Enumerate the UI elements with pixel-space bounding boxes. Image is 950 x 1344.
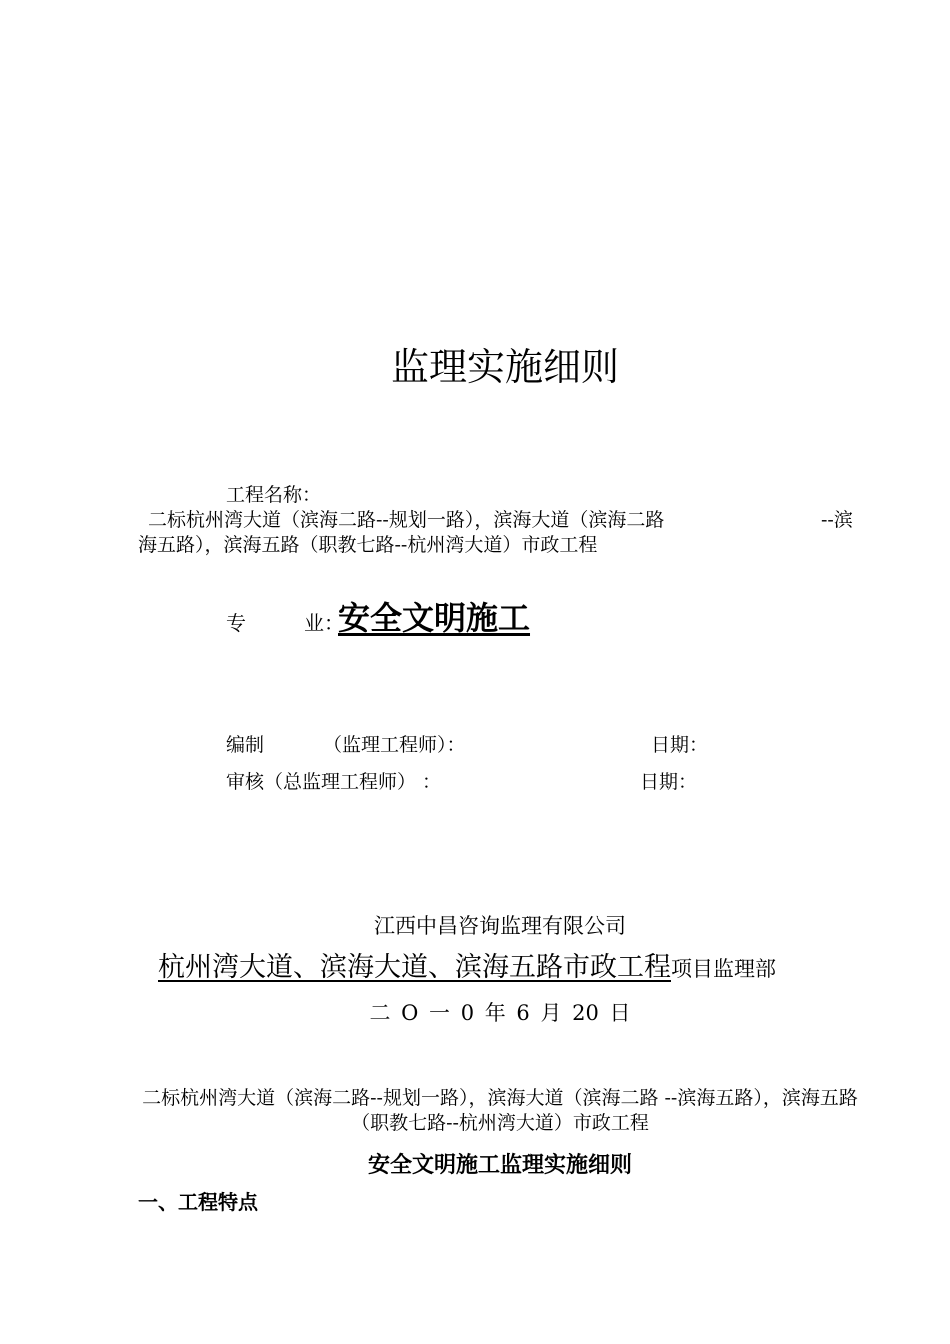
major-label-b: 业：	[304, 611, 344, 635]
document-title: 监理实施细则	[390, 345, 619, 389]
editor-role: （监理工程师）：	[323, 734, 466, 756]
project-name-line-2: 海五路），滨海五路（职教七路--杭州湾大道）市政工程	[138, 534, 598, 556]
company-name: 江西中昌咨询监理有限公司	[374, 914, 626, 938]
body-project-name: 二标杭州湾大道（滨海二路--规划一路），滨海大道（滨海二路 --滨海五路），滨海五路（职教七路--杭州湾大道）市政工程	[142, 1087, 858, 1134]
project-department	[158, 945, 776, 984]
project-department-suffix: 项目监理部	[671, 957, 776, 981]
reviewer-date-label: 日期：	[640, 771, 698, 793]
project-name-label: 工程名称：	[226, 484, 322, 506]
project-name-line-1: 二标杭州湾大道（滨海二路--规划一路），滨海大道（滨海二路	[148, 509, 665, 531]
section-heading-1: 一、工程特点	[138, 1190, 258, 1214]
major-label	[226, 607, 344, 636]
major-label-a: 专	[226, 611, 246, 635]
editor-date-label: 日期：	[651, 734, 709, 756]
reviewer-label: 审核（总监理工程师） ：	[226, 771, 442, 793]
editor-label: 编制	[226, 734, 265, 756]
body-document-title: 安全文明施工监理实施细则	[367, 1152, 632, 1178]
project-name-line-1-end: --滨	[821, 509, 853, 531]
major-value: 安全文明施工	[338, 599, 531, 637]
cover-date: 二 O 一 0 年 6 月 20 日	[369, 1001, 631, 1025]
project-department-name: 杭州湾大道、滨海大道、滨海五路市政工程	[158, 952, 671, 983]
